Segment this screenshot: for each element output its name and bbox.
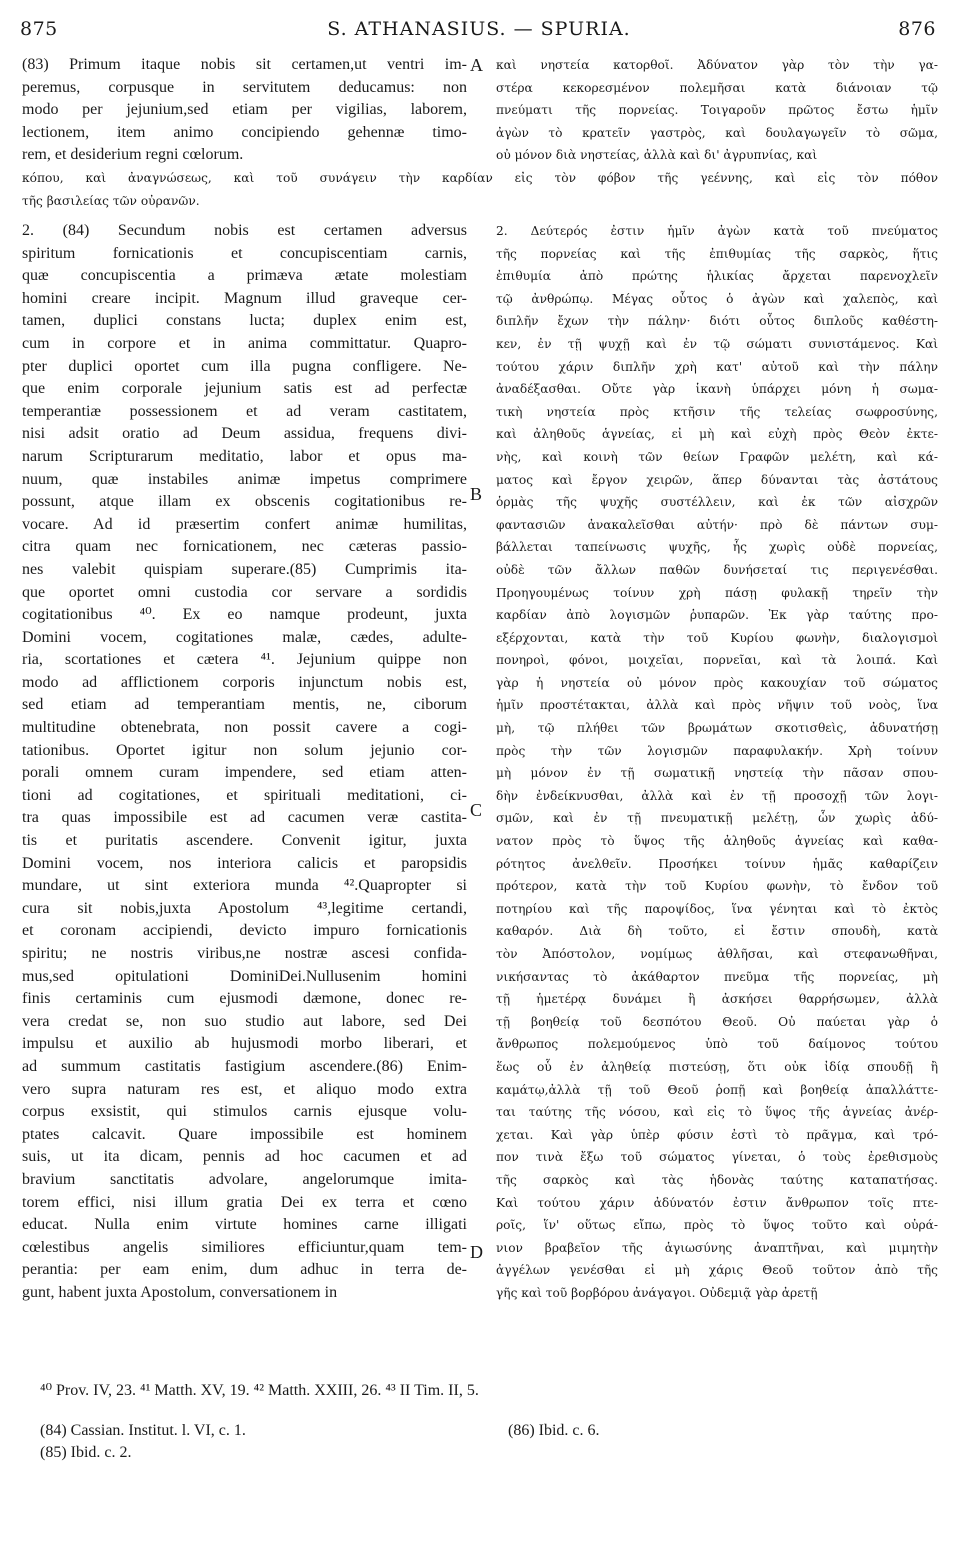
latin-line: ad summum castitatis fastigium ascendere.(86) Enim- (22, 1057, 467, 1075)
latin-line: modo ad afflictionem corporis injunctum nobis est, (22, 673, 467, 691)
latin-line: cura sit nobis,juxta Apostolum ⁴³,legitime certandi, (22, 899, 467, 917)
latin-line: perantia: per eam enim, dum adhuc in terra de- (22, 1261, 467, 1279)
latin-line: lectionem, item animo concipiendo gehennæ timo- (22, 123, 467, 141)
greek-line: μὴ μόνον ἐν τῇ σωματικῇ νηστείᾳ τὴν πᾶσαν σπου- (496, 766, 938, 781)
greek-line: 2. Δεύτερός ἐστιν ἡμῖν ἀγὼν κατὰ τοῦ πνεύματος (496, 224, 938, 238)
margin-marker-c: C (470, 800, 483, 820)
latin-line: tamen, duplici constans lucta; duplex enim est, (22, 312, 467, 330)
greek-line: νικήσαντας τὸ ἀκάθαρτον πνεῦμα τῆς πορνείας, μὴ (496, 969, 938, 984)
greek-column (496, 220, 938, 1305)
greek-line: κόπου, καὶ ἀναγνώσεως, καὶ τοῦ συνάγειν τὴν καρδίαν εἰς τὸν φόβον τῆς γεέννης, καὶ εἰς τὸν πόθον (22, 171, 938, 185)
greek-line: τῷ ἀνθρώπῳ. Μέγας οὗτος ὁ ἀγὼν καὶ χαλεπὸς, καὶ (496, 291, 938, 306)
greek-line: τῇ βοηθείᾳ τοῦ δεσπότου Θεοῦ. Οὐ παύεται γὰρ ὁ (496, 1014, 938, 1029)
greek-line: τῆς σαρκὸς καὶ τὰς ἡδονὰς ταύτης καταπατήσας. (496, 1172, 938, 1187)
greek-line: καθαρόν. Διὰ δὴ τοῦτο, εἰ ἔστιν σπουδὴ, κατὰ (496, 924, 938, 939)
greek-line: ρότητος ἀνελθεῖν. Προσήκει τοίνυν ἡμᾶς καθαρίζειν (496, 856, 938, 871)
greek-line: νατον πρὸς τὸ ὕψος τῆς ἀληθοῦς ἁγνείας καὶ καθα- (496, 834, 938, 849)
greek-line: στέρα κεκορεσμένον πολεμῆσαι κατὰ διάνοιαν τῷ (496, 80, 938, 95)
latin-line: nes valebit quispiam superare.(85) Cumprimis ita- (22, 560, 467, 578)
latin-line: impulsu et auxilio ab hujusmodi morbo liberari, et (22, 1035, 467, 1053)
greek-line: πονηροὶ, φόνοι, μοιχεῖαι, πορνεῖαι, καὶ τὰ λοιπά. Καὶ (496, 653, 938, 668)
page-number-left: 875 (20, 18, 58, 40)
latin-line: multitudine obtenebrata, non possit cavere a cogi- (22, 719, 467, 737)
footnote-86: (86) Ibid. c. 6. (508, 1422, 600, 1439)
latin-line: cœlestibus angelis similiores efficiuntur,quam tem- (22, 1238, 467, 1256)
latin-line: tra quas impossibile est ad cacumen veræ castita- (22, 809, 467, 827)
page-number-right: 876 (898, 18, 936, 40)
greek-line: διπλῆν ἔχων τὴν πάλην· διότι οὗτος διπλοῦς καθέστη- (496, 314, 938, 329)
greek-line: νὴς, καὶ κοινὴ τῶν θείων Γραφῶν μελέτη, καὶ κά- (496, 449, 938, 464)
latin-line: educat. Nulla enim virtute homines carne illigati (22, 1216, 467, 1234)
latin-column-top (22, 54, 467, 167)
greek-line: καὶ ἀληθοῦς ἁγνείας, εἰ μὴ καὶ εὐχὴ πρὸς Θεὸν ἐκτε- (496, 427, 938, 442)
margin-marker-a: A (470, 55, 483, 75)
greek-line: Καὶ τούτου χάριν ἀδύνατόν ἐστιν ἄνθρωπον τοῖς πτε- (496, 1195, 938, 1210)
greek-line: ὁρμὰς τῆς ψυχῆς συστέλλειν, καὶ ἐκ τῶν αἰσχρῶν (496, 495, 938, 510)
greek-line: τῆς βασιλείας τῶν οὐρανῶν. (22, 193, 200, 208)
latin-line: suis, ut ita dicam, pennis ad hoc cacumen et ad (22, 1148, 467, 1166)
greek-line: πνεύματι τῆς πορνείας. Τοιγαροῦν πρῶτος ἔστω ἡμῖν (496, 103, 938, 118)
latin-line: (83) Primum itaque nobis sit certamen,ut ventri im- (22, 56, 467, 73)
latin-line: spiritu; ne nostris viribus,ne nostræ ascesi confida- (22, 945, 467, 962)
latin-line: et coronam accipiendi, devicto impuro fornicationis (22, 922, 467, 940)
greek-line: ἄνθρωπος πολεμούμενος ὑπὸ τοῦ δαίμονος τούτου (496, 1037, 938, 1052)
latin-line: cum in corpore et in anima committatur. Quapro- (22, 334, 467, 352)
latin-line: pter duplici oportet cum illa pugna confligere. Ne- (22, 357, 467, 375)
greek-line: καὶ νηστεία κατορθοῖ. Ἀδύνατον γὰρ τὸν τὴν γα- (496, 58, 938, 72)
scripture-footnotes: ⁴⁰ Prov. IV, 23. ⁴¹ Matth. XV, 19. ⁴² Matth. XXIII, 26. ⁴³ II Tim. II, 5. (40, 1382, 479, 1399)
greek-full-width-lines (22, 167, 938, 212)
greek-line: ἡμῖν προστέτακται, ἀλλὰ καὶ πρὸς νῆψιν τοῦ νοὸς, ἵνα (496, 698, 938, 713)
latin-line: torem effici, nisi illum gratia Dei ex terra et cœno (22, 1193, 467, 1211)
greek-line: χεται. Καὶ γὰρ ὑπὲρ φύσιν ἐστὶ τὸ πρᾶγμα, καὶ τρό- (496, 1127, 938, 1142)
greek-line: γὰρ ἡ νηστεία οὐ μόνον πρὸς κακουχίαν τοῦ σώματος (496, 675, 938, 690)
greek-line: πρότερον, κατὰ τὴν τοῦ Κυρίου φωνὴν, τὸ ἔνδον τοῦ (496, 879, 938, 894)
latin-line: porali omnem curam impendere, sed etiam atten- (22, 764, 467, 782)
latin-line: 2. (84) Secundum nobis est certamen adversus (22, 222, 467, 239)
latin-line: Domini vocem, cogitationes malæ, cædes, adulte- (22, 628, 467, 646)
latin-line: finis certaminis cum ejusmodi dæmone, donec re- (22, 990, 467, 1008)
latin-line: Domini vocem, nos interiora calicis et paropsidis (22, 854, 467, 872)
latin-line: peremus, corpusque in servitutem deducamus: non (22, 78, 467, 96)
greek-line: ἐπιθυμία ἀπὸ πρώτης ἡλικίας ἄρχεται παρενοχλεῖν (496, 269, 938, 284)
greek-column-top (496, 54, 938, 167)
greek-line: καρδίαν ἀπὸ λογισμῶν ῥυπαρῶν. Ἐκ γὰρ ταύτης προ- (496, 608, 938, 623)
latin-line: corpus exsistit, qui stimulos carnis ejusque volu- (22, 1103, 467, 1121)
greek-line: Προηγουμένως τοίνυν χρὴ πάσῃ φυλακῇ τηρεῖν τὴν (496, 585, 938, 600)
latin-line: sed etiam ad temperantiam mentis, ne, ciborum (22, 696, 467, 714)
greek-line: τῆς πορνείας καὶ τῆς ἐπιθυμίας τῆς σαρκὸς, ἥτις (496, 246, 938, 261)
greek-line: τῇ ἡμετέρᾳ δυνάμει ἢ ἀσκήσει θαρρήσωμεν, ἀλλὰ (496, 992, 938, 1007)
margin-marker-b: B (470, 484, 483, 504)
greek-line: κεν, ἐν τῇ ψυχῇ καὶ ἐν τῷ σώματι συνιστάμενος. Καὶ (496, 336, 938, 351)
greek-line: εξέρχονται, κατὰ τὴν τοῦ Κυρίου φωνὴν, διαλογισμοὶ (496, 630, 938, 645)
latin-line: que oportet omni custodia cor servare a sordidis (22, 583, 467, 601)
latin-line: ptates calcavit. Quare impossibile est hominem (22, 1125, 467, 1143)
greek-line: ἕως οὗ ἐν ἀληθείᾳ πιστεύσῃ, ὅτι οὐκ ἰδίᾳ σπουδῇ ἢ (496, 1059, 938, 1074)
latin-line: tis et puritatis ascendere. Convenit igitur, juxta (22, 832, 467, 850)
footnote-84: (84) Cassian. Institut. l. VI, c. 1. (40, 1422, 246, 1439)
greek-line: ροῖς, ἵν' οὕτως εἴπω, πρὸς τὸ ὕψος τοῦτο καὶ οὐρά- (496, 1218, 938, 1233)
greek-line: τούτου χάριν διπλῆν χρὴ κατ' αὐτοῦ καὶ τὴν πάλην (496, 359, 938, 374)
latin-line: tationibus. Oportet igitur non solum jejunio cor- (22, 741, 467, 759)
latin-line: nisi adsit oratio ad Deum assidua, frequens divi- (22, 425, 467, 443)
greek-line: νιον βραβεῖον τῆς ἁγιωσύνης ἀναπτῆναι, καὶ μιμητὴν (496, 1240, 938, 1255)
latin-line: temperantiæ possessionem et ad veram castitatem, (22, 402, 467, 420)
latin-line: vocare. Ad id præsertim confert animæ humilitas, (22, 515, 467, 533)
latin-column (22, 220, 467, 1305)
greek-line: ματος καὶ ἔργον χειρῶν, ἅπερ δύνανται τὰς ἀστάτους (496, 472, 938, 487)
latin-line: rem, et desiderium regni cœlorum. (22, 146, 244, 164)
greek-line: μὴ, τῷ πλήθει τῶν βρωμάτων σκοτισθεὶς, ἀδυνατήσῃ (496, 721, 938, 736)
greek-line: τικὴ νηστεία πρὸς κτῆσιν τῆς τελείας σωφροσύνης, (496, 404, 938, 419)
latin-line: que enim corporale jejunium satis est ad perfectæ (22, 380, 467, 398)
latin-line: gunt, habent juxta Apostolum, conversationem in (22, 1283, 338, 1301)
greek-line: ποτηρίου καὶ τῆς παροψίδος, ἵνα γένηται καὶ τὸ ἐκτὸς (496, 901, 938, 916)
running-title: S. ATHANASIUS. — SPURIA. (327, 18, 631, 40)
footnote-85: (85) Ibid. c. 2. (40, 1444, 132, 1461)
latin-line: mus,sed opitulationi DominiDei.Nullusenim homini (22, 967, 467, 985)
latin-line: quæ concupiscentia a primæva ætate molestiam (22, 267, 467, 285)
greek-line: καμάτῳ,ἀλλὰ τῇ τοῦ Θεοῦ ῥοπῇ καὶ βοηθείᾳ ἀπαλλάττε- (496, 1082, 938, 1097)
greek-line: βάλλεται ταπείνωσις ψυχῆς, ἧς χωρὶς οὐδὲ πορνείας, (496, 540, 938, 555)
latin-line: cogitationibus ⁴⁰. Ex eo namque prodeunt, juxta (22, 606, 467, 624)
greek-line: οὐδὲ τῶν ἄλλων παθῶν δυνήσεταί τις περιγενέσθαι. (496, 562, 938, 577)
latin-line: modo per jejunium,sed etiam per vigilias, laborem, (22, 101, 467, 119)
greek-line: ἀγγέλων γενέσθαι εἰ μὴ χάρις Θεοῦ τοῦτον ἀπὸ τῆς (496, 1263, 938, 1278)
latin-line: nuum, quæ instabiles animæ impetus comprimere (22, 470, 467, 488)
latin-line: bravium sanctitatis advolare, angelorumque imita- (22, 1170, 467, 1188)
greek-line: οὐ μόνον διὰ νηστείας, ἀλλὰ καὶ δι' ἀγρυπνίας, καὶ (496, 148, 818, 163)
greek-line: πρὸς τὴν τῶν λογισμῶν παραφυλακήν. Χρὴ τοίνυν (496, 743, 938, 758)
greek-line: δὴν ἐνδείκνυσθαι, ἀλλὰ καὶ ἐν τῇ προσοχῇ τῶν λογι- (496, 788, 938, 803)
greek-line: σμῶν, καὶ ἐν τῇ πνευματικῇ μελέτῃ, ὧν χωρὶς ἀδύ- (496, 811, 938, 826)
greek-line: ἀναδέξασθαι. Οὔτε γὰρ ἱκανὴ ὑπάρχει μόνη ἡ σωμα- (496, 382, 938, 397)
greek-line: τὸν Ἀπόστολον, νομίμως ἀθλῆσαι, καὶ στεφανωθῆναι, (496, 947, 938, 961)
latin-line: vero supra naturam res est, et aliquo modo extra (22, 1080, 467, 1098)
greek-line: ται ταύτης τῆς νόσου, καὶ εἰς τὸ ὕψος τῆς ἁγνείας ἀνέρ- (496, 1105, 938, 1120)
greek-line: ἀγὼν τὸ κρατεῖν γαστρὸς, καὶ δουλαγωγεῖν τὸ σῶμα, (496, 125, 938, 140)
latin-line: possunt, atque illam ex obscenis cogitationibus re- (22, 493, 467, 511)
latin-line: tioni ad cogitationes, et spirituali meditationi, ci- (22, 786, 467, 804)
margin-marker-d: D (470, 1242, 483, 1262)
latin-line: mundare, ut sint exteriora munda ⁴².Quapropter si (22, 877, 467, 895)
greek-line: πον τινὰ ἔξω τοῦ σώματος γίνεται, ὁ τοὺς ἐρεθισμοὺς (496, 1150, 938, 1165)
greek-line: γῆς καὶ τοῦ βορβόρου ἀνάγαγοι. Οὐδεμιᾷ γὰρ ἀρετῇ (496, 1285, 818, 1300)
latin-line: narum Scripturarum meditatio, labor et opus ma- (22, 447, 467, 465)
latin-line: ria, scortationes et cætera ⁴¹. Jejunium quippe non (22, 651, 467, 669)
latin-line: vera credat se, non suo studio aut labore, sed Dei (22, 1012, 467, 1030)
latin-line: homini creare incipit. Magnum illud graveque cer- (22, 289, 467, 307)
latin-line: citra quam nec fornicationem, nec cæteras passio- (22, 538, 467, 556)
greek-line: φαντασιῶν ἀνακαλεῖσθαι αὐτήν· πρὸ δὲ πάντων συμ- (496, 517, 938, 532)
latin-line: spiritum fornicationis et concupiscentiam carnis, (22, 244, 467, 262)
